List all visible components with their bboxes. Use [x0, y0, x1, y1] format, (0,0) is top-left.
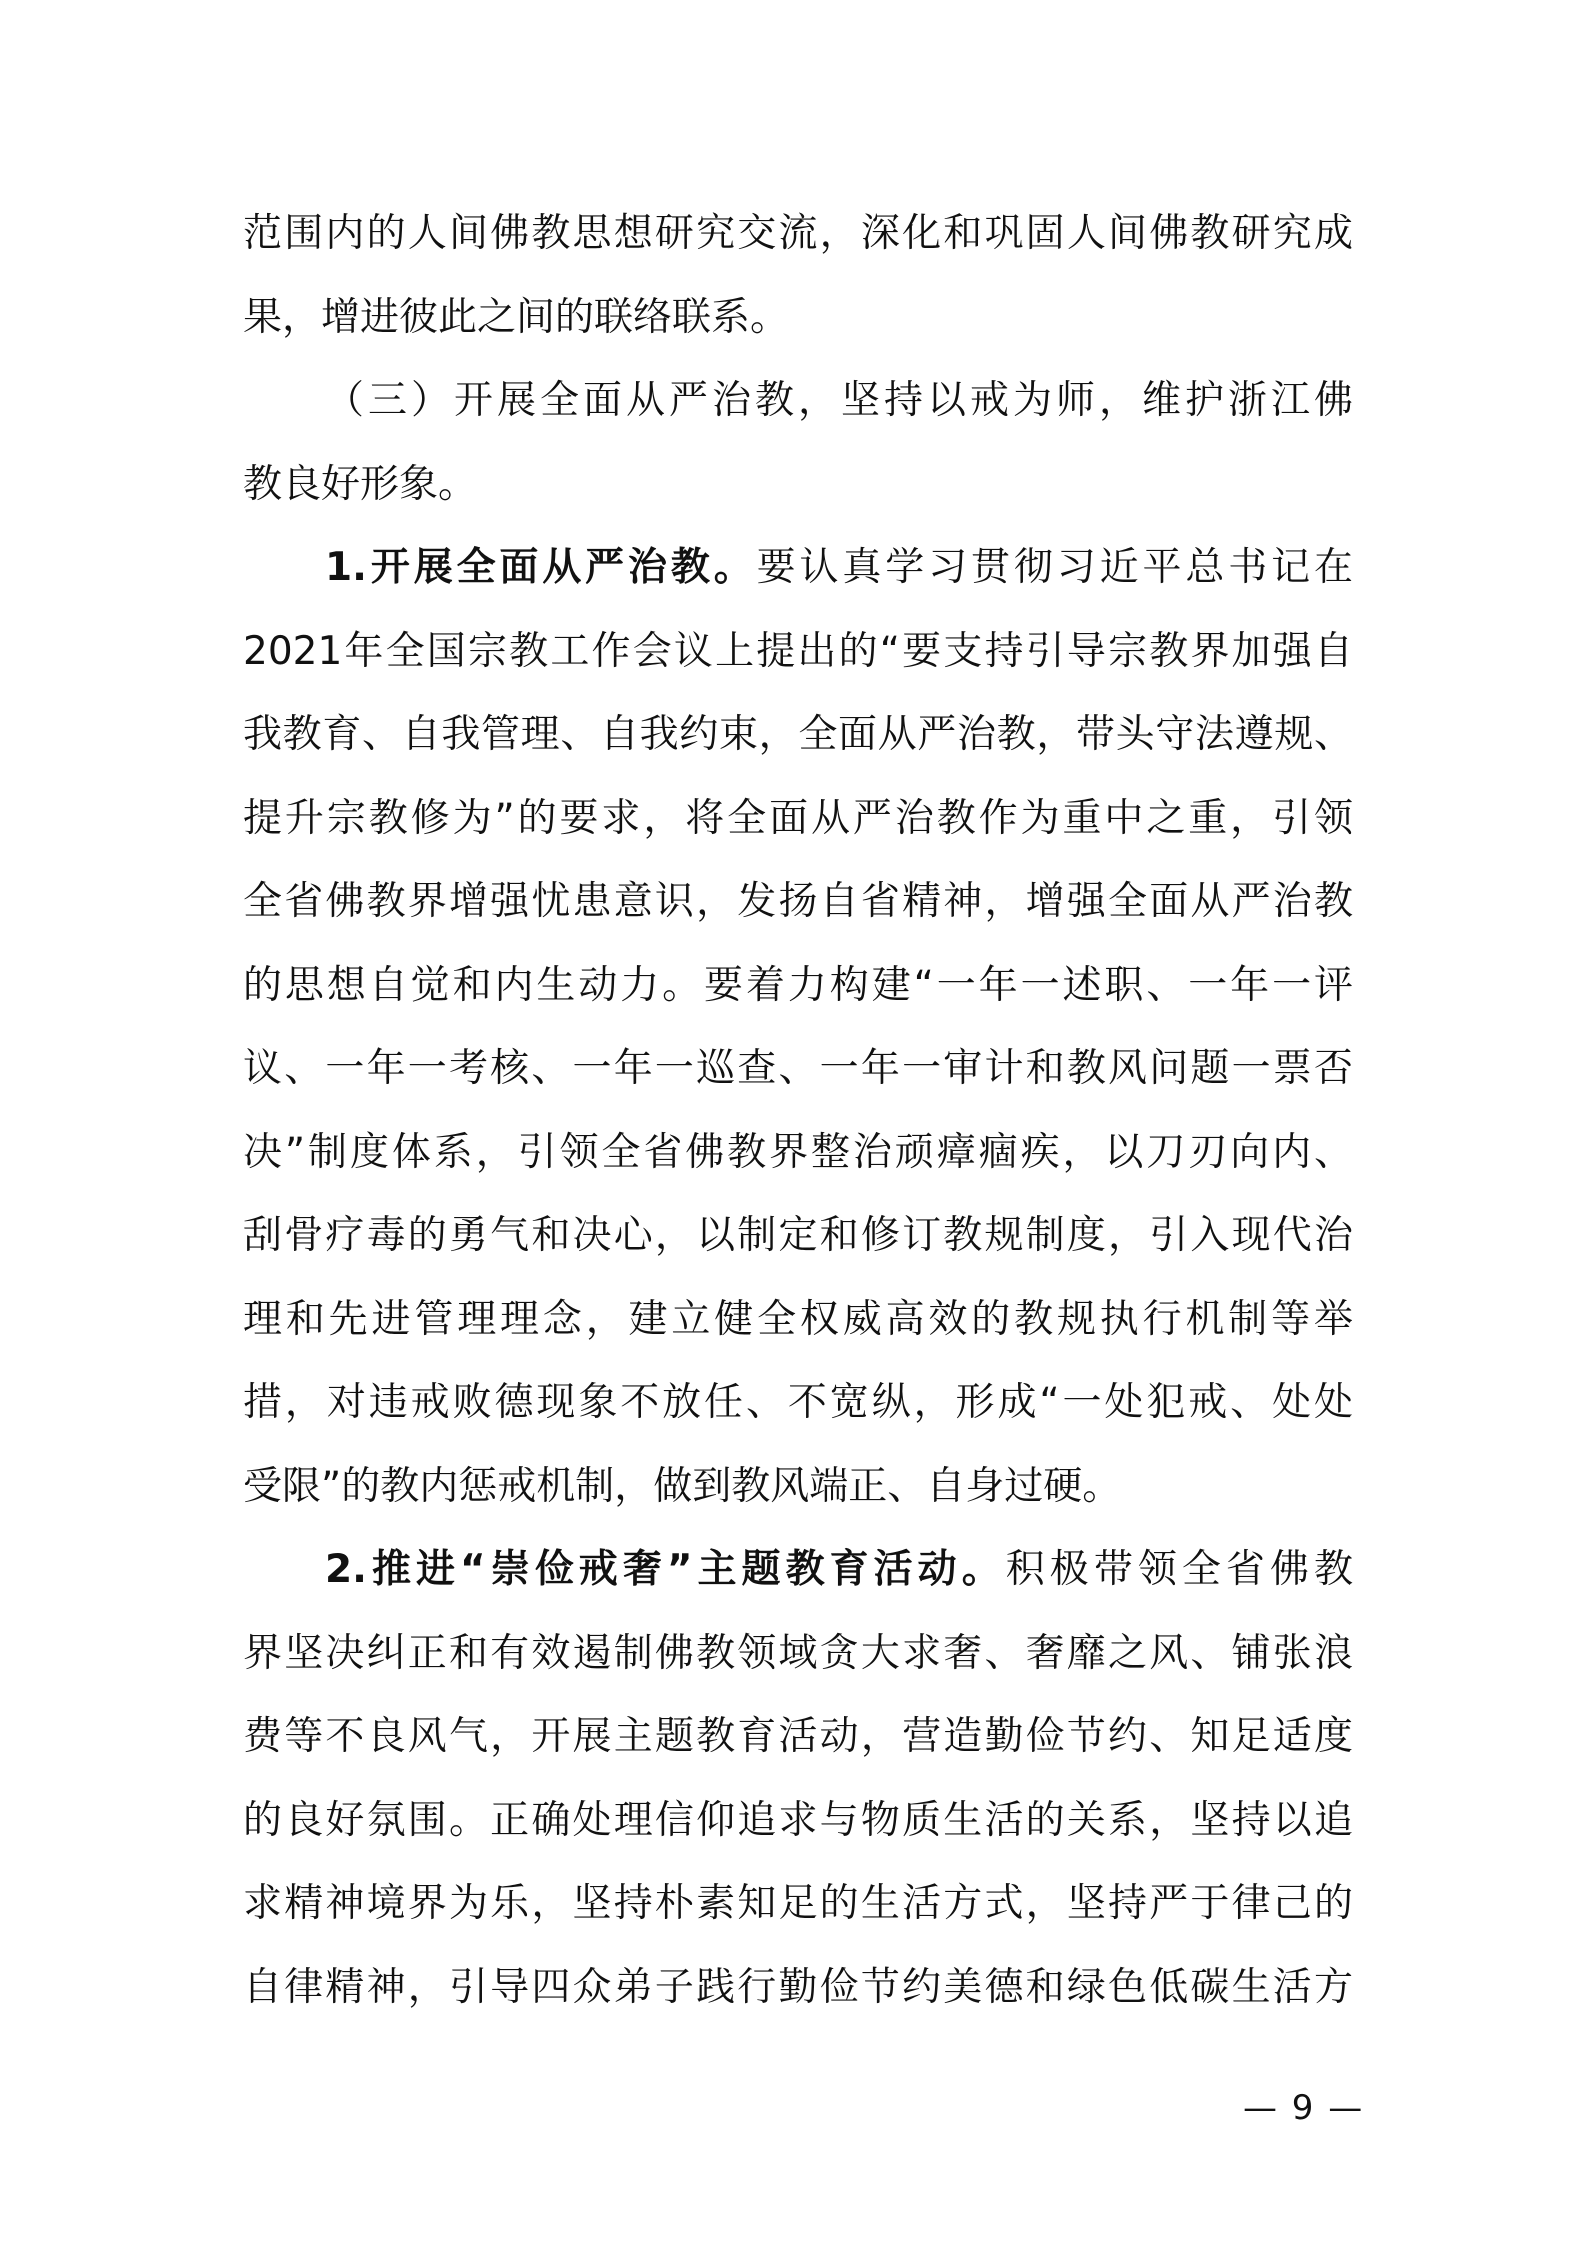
page-number: — 9 — [1243, 2088, 1365, 2128]
text-line: 求精神境界为乐，坚持朴素知足的生活方式，坚持严于律己的 [243, 1881, 1353, 1926]
text-line: 的良好氛围。正确处理信仰追求与物质生活的关系，坚持以追 [243, 1797, 1353, 1843]
text-line: 我教育、自我管理、自我约束，全面从严治教，带头守法遵规、 [243, 712, 1353, 757]
text-line: 界坚决纠正和有效遏制佛教领域贪大求奢、奢靡之风、铺张浪 [243, 1630, 1353, 1676]
text-line: 果，增进彼此之间的联络联系。 [243, 294, 790, 340]
text-line: 理和先进管理理念，建立健全权威高效的教规执行机制等举 [243, 1296, 1353, 1342]
body-text [243, 192, 1353, 2029]
text-line: 全省佛教界增强忧患意识，发扬自省精神，增强全面从严治教 [243, 879, 1353, 924]
text-line: 自律精神，引导四众弟子践行勤俭节约美德和绿色低碳生活方 [243, 1964, 1353, 2010]
item-first-line [243, 1528, 1353, 1612]
section-heading: （三）开展全面从严治教，坚持以戒为师，维护浙江佛 [325, 378, 1353, 423]
text-line: 措，对违戒败德现象不放任、不宽纵，形成“一处犯戒、处处 [243, 1380, 1353, 1425]
text-line: 提升宗教修为”的要求，将全面从严治教作为重中之重，引领 [243, 795, 1353, 841]
text-line: 范围内的人间佛教思想研究交流，深化和巩固人间佛教研究成 [243, 211, 1353, 256]
item-text: 积极带领全省佛教 [1005, 1547, 1353, 1592]
text-line: 刮骨疗毒的勇气和决心，以制定和修订教规制度，引入现代治 [243, 1213, 1353, 1258]
text-line: 决”制度体系，引领全省佛教界整治顽瘴痼疾，以刀刃向内、 [243, 1129, 1353, 1175]
item-title: 2.推进“崇俭戒奢”主题教育活动。 [325, 1547, 1006, 1592]
item-text: 要认真学习贯彻习近平总书记在 [756, 545, 1353, 590]
text-line: 的思想自觉和内生动力。要着力构建“一年一述职、一年一评 [243, 962, 1353, 1008]
item-first-line [243, 526, 1353, 610]
text-line: 费等不良风气，开展主题教育活动，营造勤俭节约、知足适度 [243, 1714, 1353, 1759]
item-title: 1.开展全面从严治教。 [325, 545, 757, 590]
section-heading: 教良好形象。 [243, 461, 478, 507]
text-line: 2021年全国宗教工作会议上提出的“要支持引导宗教界加强自 [243, 628, 1353, 674]
text-line: 受限”的教内惩戒机制，做到教风端正、自身过硬。 [243, 1463, 1122, 1509]
text-line: 议、一年一考核、一年一巡查、一年一审计和教风问题一票否 [243, 1046, 1353, 1091]
